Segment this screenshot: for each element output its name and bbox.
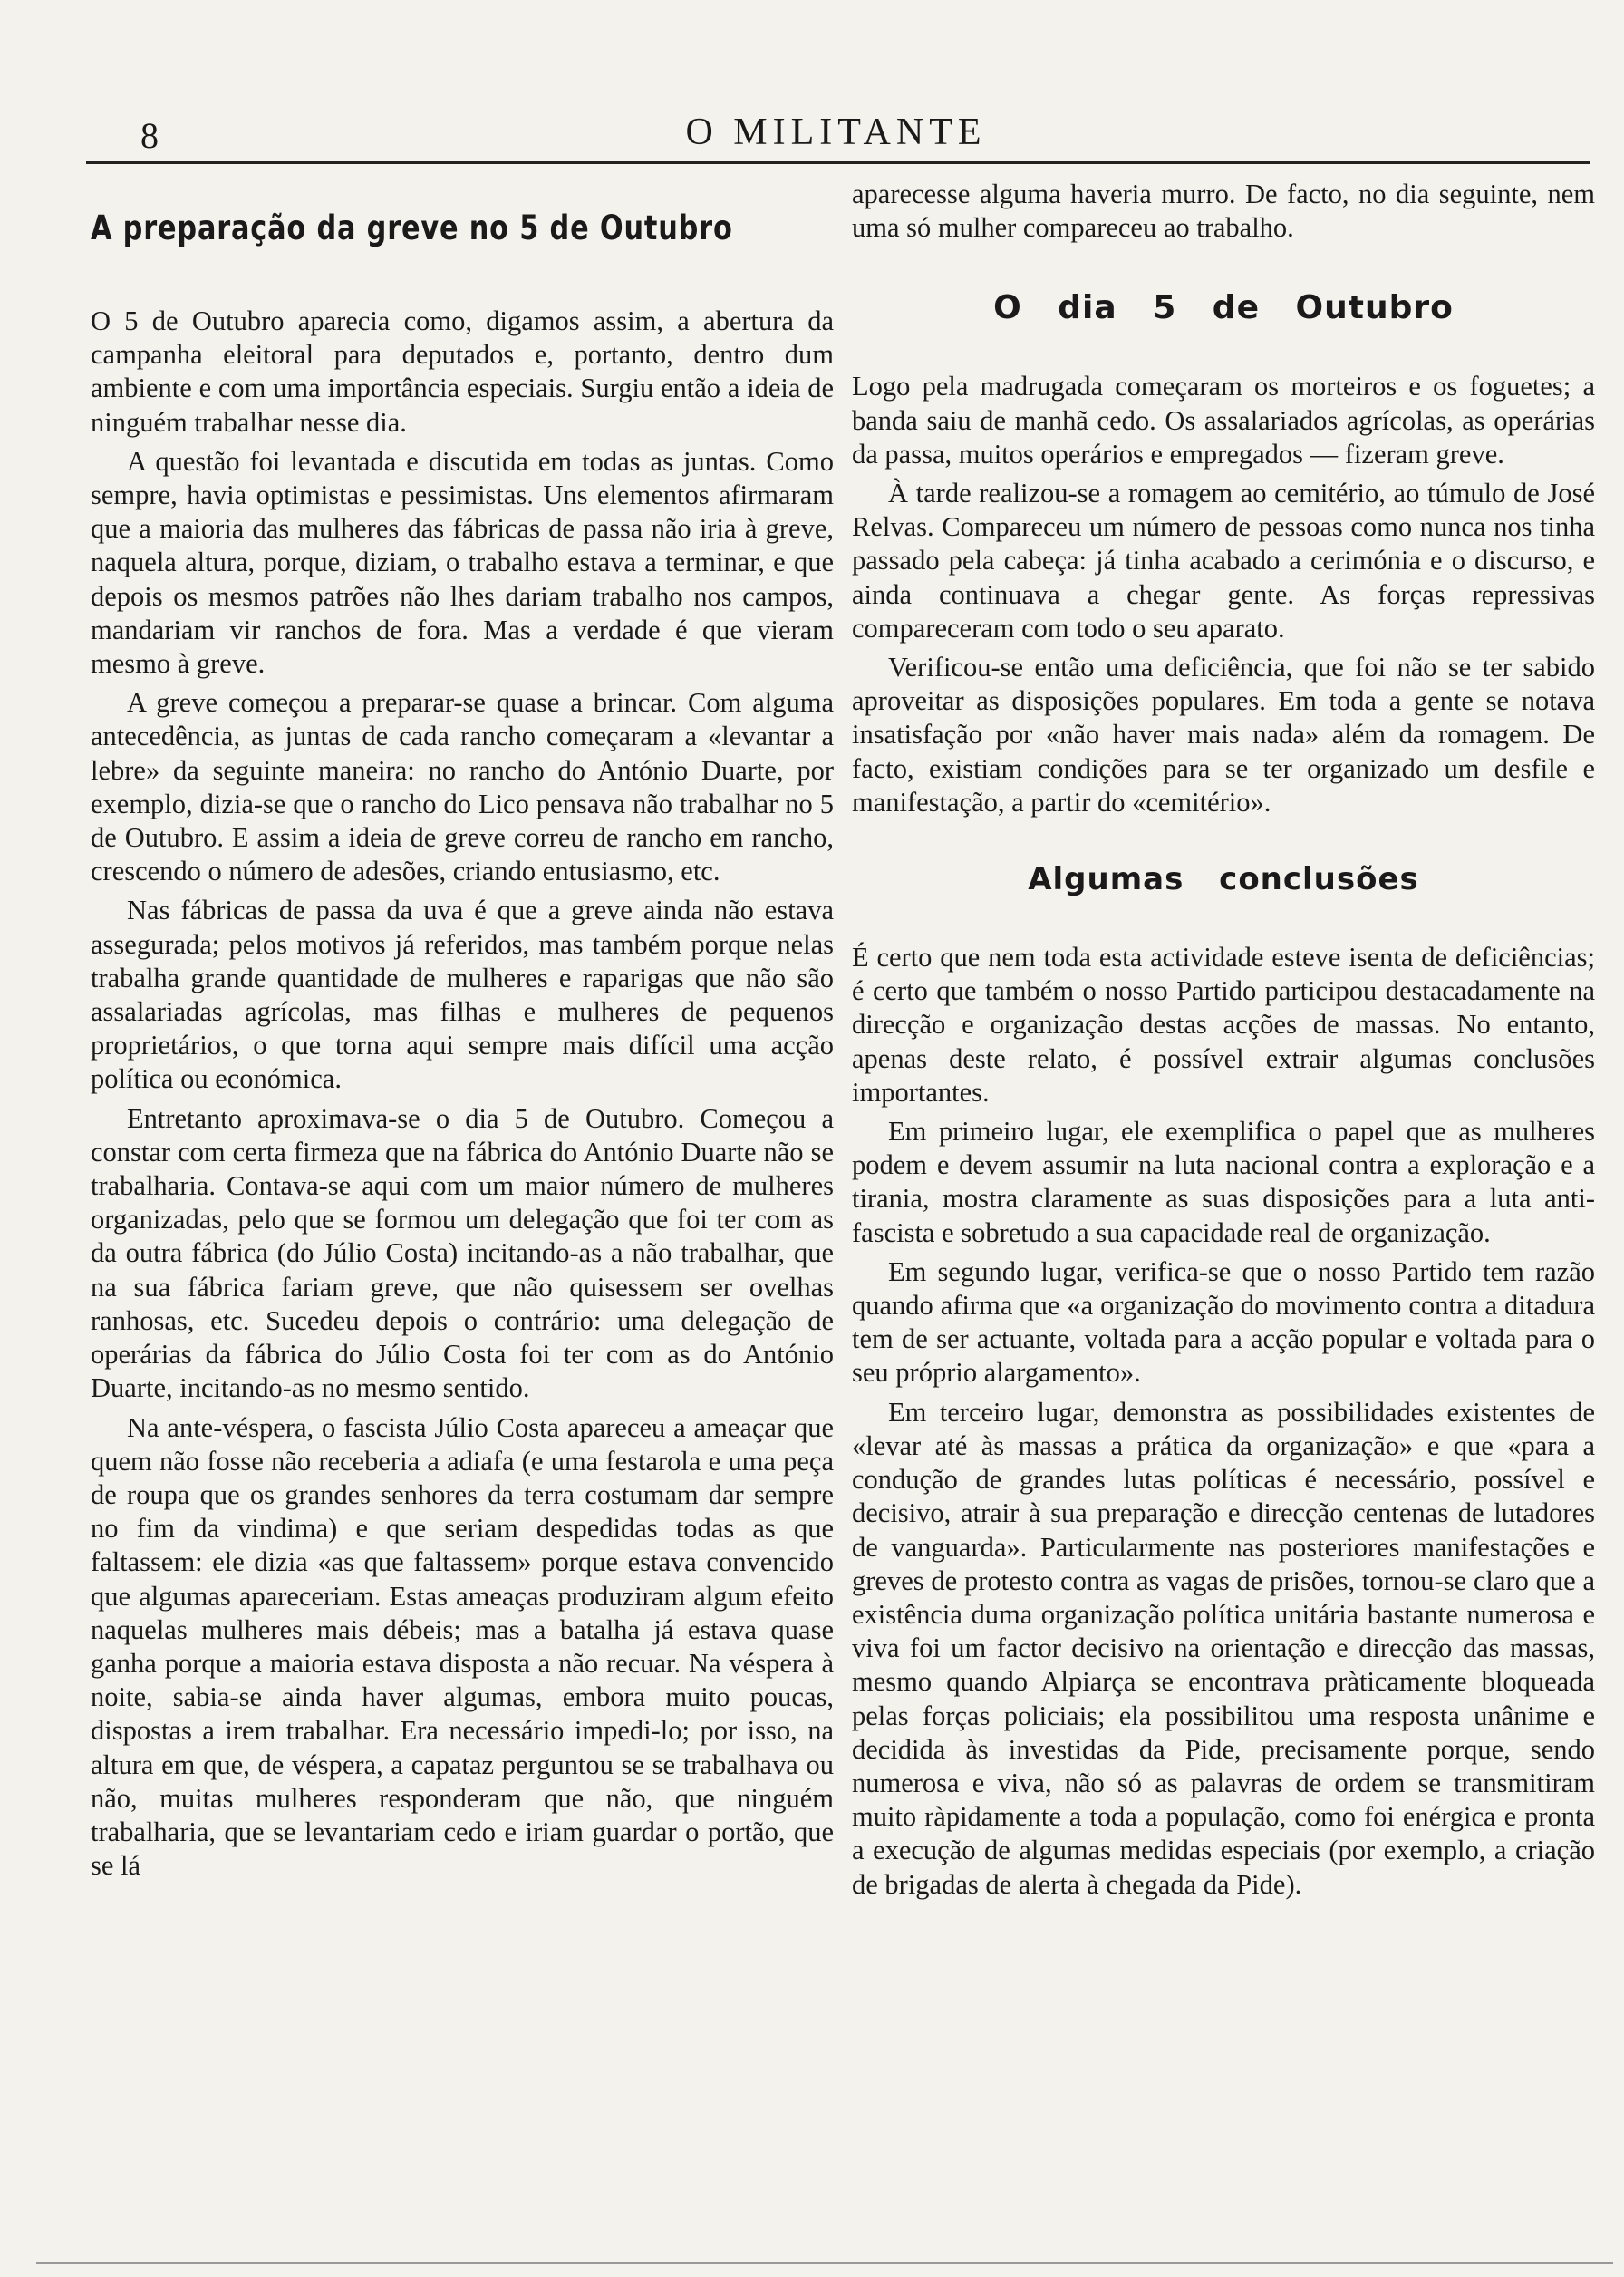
paragraph: À tarde realizou-se a romagem ao cemitério, ao túmulo de José Relvas. Compareceu um número de pessoas como nunca nos tinha passado pela cabeça: já tinha acabado a cerimónia e o discurso, e ainda continuava a chegar gente. As forças repressivas compareceram com todo o seu aparato.	[852, 478, 1595, 644]
article-title: A preparação da greve no 5 de Outubro	[91, 208, 733, 247]
paragraph: O 5 de Outubro aparecia como, digamos assim, a abertura da campanha eleitoral para deputados e, portanto, dentro dum ambiente e com uma importância especiais. Surgiu então a ideia de ninguém trabalhar nesse dia.	[91, 305, 834, 438]
paragraph-continuation: aparecesse alguma haveria murro. De facto, no dia seguinte, nem uma só mulher compareceu ao trabalho.	[852, 179, 1595, 244]
left-column	[91, 178, 834, 1883]
page-number: 8	[140, 115, 159, 156]
right-column	[852, 178, 1595, 1902]
header-rule	[86, 161, 1590, 164]
section-heading: Algumas conclusões	[1028, 861, 1419, 898]
footer-rule	[36, 2262, 1613, 2264]
section-heading: O dia 5 de Outubro	[993, 289, 1454, 327]
paragraph: É certo que nem toda esta actividade esteve isenta de deficiências; é certo que também o nosso Partido participou destacadamente na direcção e organização destas acções de massas. No entanto, apenas deste relato, é possível extrair algumas conclusões importantes.	[852, 942, 1595, 1108]
paragraph: Em terceiro lugar, demonstra as possibilidades existentes de «levar até às massas a prática da organização» e que «para a condução de grandes lutas políticas é necessário, possível e decisivo, atrair à sua preparação e direcção centenas de lutadores de vanguarda». Particularmente nas posteriores manifestações e greves de protesto contra as vagas de prisões, tornou-se claro que a existência duma organização política unitária bastante numerosa e viva foi um factor decisivo na orientação e direcção das massas, mesmo quando Alpiarça se encontrava pràticamente bloqueada pelas forças policiais; ela possibilitou uma resposta unânime e decidida às investidas da Pide, precisamente porque, sendo numerosa e viva, não só as palavras de ordem se transmitiram muito ràpidamente a toda a população, como foi enérgica e pronta a execução de algumas medidas especiais (por exemplo, a criação de brigadas de alerta à chegada da Pide).	[852, 1396, 1595, 1900]
page-header	[86, 107, 1586, 161]
paragraph: Verificou-se então uma deficiência, que foi não se ter sabido aproveitar as disposições populares. Em toda a gente se notava insatisfação por «não haver mais nada» além da romagem. De facto, existiam condições para se ter organizado um desfile e manifestação, a partir do «cemitério».	[852, 652, 1595, 818]
paragraph: A greve começou a preparar-se quase a brincar. Com alguma antecedência, as juntas de cada rancho começaram a «levantar a lebre» da seguinte maneira: no rancho do António Duarte, por exemplo, dizia-se que o rancho do Lico pensava não trabalhar no 5 de Outubro. E assim a ideia de greve correu de rancho em rancho, crescendo o número de adesões, criando entusiasmo, etc.	[91, 687, 834, 887]
journal-title: O MILITANTE	[685, 111, 987, 153]
paragraph: Logo pela madrugada começaram os morteiros e os foguetes; a banda saiu de manhã cedo. Os assalariados agrícolas, as operárias da passa, muitos operários e empregados — fizeram greve.	[852, 371, 1595, 470]
paragraph: Nas fábricas de passa da uva é que a greve ainda não estava assegurada; pelos motivos já referidos, mas também porque nelas trabalha grande quantidade de mulheres e raparigas que não são assalariadas agrícolas, mas filhas e mulheres de pequenos proprietários, o que torna aqui sempre mais difícil uma acção política ou económica.	[91, 895, 834, 1095]
paragraph: Na ante-véspera, o fascista Júlio Costa apareceu a ameaçar que quem não fosse não receberia a adiafa (e uma festarola e uma peça de roupa que os grandes senhores da terra costumam dar sempre no fim da vindima) e que seriam despedidas todas as que faltassem: ele dizia «as que faltassem» porque estava convencido que algumas apareceriam. Estas ameaças produziram algum efeito naquelas mulheres mais débeis; mas a batalha já estava quase ganha porque a maioria estava disposta a não recuar. Na véspera à noite, sabia-se ainda haver algumas, embora muito poucas, dispostas a irem trabalhar. Era necessário impedi-lo; por isso, na altura em que, de véspera, a capataz perguntou se se trabalhava ou não, muitas mulheres responderam que não, que ninguém trabalharia, que se levantariam cedo e iriam guardar o portão, que se lá	[91, 1411, 834, 1882]
paragraph: Entretanto aproximava-se o dia 5 de Outubro. Começou a constar com certa firmeza que na fábrica do António Duarte não se trabalharia. Contava-se aqui com um maior número de mulheres organizadas, pelo que se formou um delegação que foi ter com as da outra fábrica (do Júlio Costa) incitando-as a não trabalhar, que na sua fábrica fariam greve, que não quisessem ser ovelhas ranhosas, etc. Sucedeu depois o contrário: uma delegação de operárias da fábrica do Júlio Costa foi ter com as do António Duarte, incitando-as no mesmo sentido.	[91, 1102, 834, 1404]
paragraph: Em primeiro lugar, ele exemplifica o papel que as mulheres podem e devem assumir na luta nacional contra a exploração e a tirania, mostra claramente as suas disposições para a luta anti-fascista e sobretudo a sua capacidade real de organização.	[852, 1116, 1595, 1248]
paragraph: Em segundo lugar, verifica-se que o nosso Partido tem razão quando afirma que «a organização do movimento contra a ditadura tem de ser actuante, voltada para a acção popular e voltada para o seu próprio alargamento».	[852, 1255, 1595, 1389]
paragraph: A questão foi levantada e discutida em todas as juntas. Como sempre, havia optimistas e pessimistas. Uns elementos afirmaram que a maioria das mulheres das fábricas de passa não iria à greve, naquela altura, porque, diziam, o trabalho estava a terminar, e que depois os mesmos patrões não lhes dariam trabalho nos campos, mandariam vir ranchos de fora. Mas a verdade é que vieram mesmo à greve.	[91, 445, 834, 680]
